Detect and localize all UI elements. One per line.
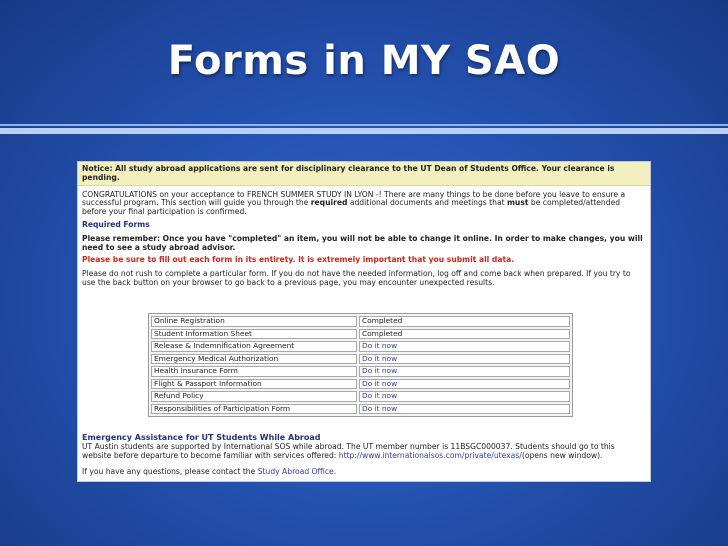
title-divider-thin <box>0 124 728 126</box>
form-status: Completed <box>359 316 570 327</box>
form-name: Health Insurance Form <box>151 366 357 377</box>
form-name: Responsibilities of Participation Form <box>151 404 357 415</box>
required-forms-heading: Required Forms <box>82 219 150 229</box>
form-name: Emergency Medical Authorization <box>151 354 357 365</box>
form-name: Release & Indemnification Agreement <box>151 341 357 352</box>
my-sao-screenshot <box>78 162 650 481</box>
do-it-now-link[interactable]: Do it now <box>362 403 398 413</box>
congrats-must: must <box>507 198 529 208</box>
do-it-now-link[interactable]: Do it now <box>362 391 398 400</box>
international-sos-link[interactable]: http://www.internationalsos.com/private/utexas/ <box>338 450 522 460</box>
congrats-required: required <box>310 198 348 208</box>
table-row <box>151 354 570 365</box>
do-it-now-link[interactable]: Do it now <box>362 353 398 363</box>
congrats-text-2: additional documents and meetings that <box>347 198 508 208</box>
congrats-text-3: be completed/attended before your final participation is confirmed. <box>82 198 621 217</box>
table-row <box>151 379 570 390</box>
do-it-now-link[interactable]: Do it now <box>362 366 398 375</box>
form-name: Student Information Sheet <box>151 329 357 340</box>
title-divider-thick <box>0 128 728 134</box>
congrats-text-1: CONGRATULATIONS on your acceptance to FRENCH SUMMER STUDY IN LYON -! There are many things to be done before you leave to ensure a successful program. This section will guide you through the <box>82 189 626 208</box>
table-row <box>151 404 570 415</box>
required-forms-table <box>148 313 573 417</box>
table-row <box>151 341 570 352</box>
form-name: Refund Policy <box>151 391 357 402</box>
slide-title: Forms in MY SAO <box>167 38 561 84</box>
do-not-rush-text: Please do not rush to complete a particular form. If you do not have the needed information, log off and come back when prepared. If you try to use the back button on your browser to go back to a previous page, you may encounter unexpected results. <box>82 269 631 287</box>
opens-new-window-note: (opens new window). <box>521 450 603 460</box>
form-name: Flight & Passport Information <box>151 379 357 390</box>
emergency-text: UT Austin students are supported by International SOS while abroad. The UT member number is 11BSGC000037. Students should go to this website before departure to become familiar with services offered: <box>82 442 615 460</box>
congratulations-text <box>78 191 650 217</box>
contact-text-prefix: If you have any questions, please contact the <box>82 467 258 476</box>
emergency-assistance-text <box>82 443 646 461</box>
emergency-assistance-heading: Emergency Assistance for UT Students While Abroad <box>82 433 321 442</box>
contact-text-suffix: . <box>333 467 337 476</box>
contact-text <box>82 468 336 477</box>
table-row <box>151 316 570 327</box>
do-it-now-link[interactable]: Do it now <box>362 378 398 388</box>
clearance-notice: Notice: All study abroad applications are sent for disciplinary clearance to the UT Dean of Students Office. Your clearance is pending. <box>78 162 650 186</box>
remember-text: Please remember: Once you have "completed" an item, you will not be able to change it online. In order to make changes, you will need to see a study abroad advisor. <box>82 233 643 252</box>
form-name: Online Registration <box>151 316 357 327</box>
form-status: Completed <box>359 329 570 340</box>
study-abroad-office-link[interactable]: Study Abroad Office <box>257 467 334 476</box>
table-row <box>151 391 570 402</box>
table-row <box>151 329 570 340</box>
do-it-now-link[interactable]: Do it now <box>362 341 398 350</box>
fill-out-notice: Please be sure to fill out each form in its entirety. It is extremely important that you submit all data. <box>82 255 515 265</box>
table-row <box>151 366 570 377</box>
